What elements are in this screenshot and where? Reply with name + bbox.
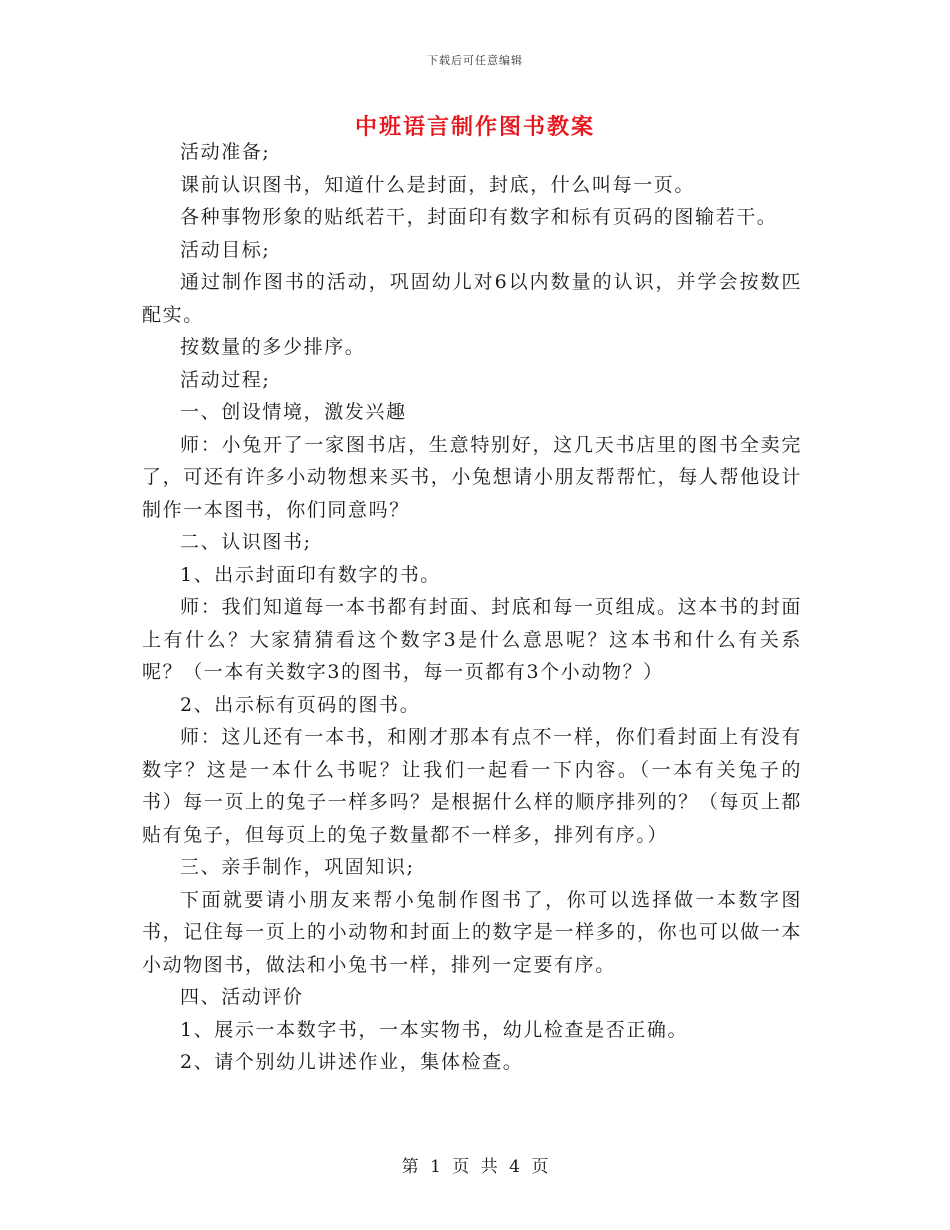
paragraph: 通过制作图书的活动，巩固幼儿对6以内数量的认识，并学会按数匹配实。: [142, 271, 802, 326]
section-heading: 四、活动评价: [180, 986, 304, 1008]
page-header: 下载后可任意编辑: [427, 54, 523, 67]
page-footer: 第 1 页 共 4 页: [401, 1157, 549, 1177]
paragraph: 课前认识图书，知道什么是封面，封底，什么叫每一页。: [180, 173, 696, 196]
paragraph: 师：我们知道每一本书都有封面、封底和每一页组成。这本书的封面上有什么？大家猜猜看这个数字3是什么意思呢？这本书和什么有关系呢？（一本有关数字3的图书，每一页都有3个小动物？）: [142, 596, 802, 683]
section-heading: 三、亲手制作，巩固知识;: [180, 856, 415, 878]
document-title: 中班语言制作图书教案: [354, 114, 595, 140]
paragraph: 按数量的多少排序。: [180, 336, 366, 358]
paragraph: 师：小兔开了一家图书店，生意特别好，这几天书店里的图书全卖完了，可还有许多小动物想来买书，小兔想请小朋友帮帮忙，每人帮他设计制作一本图书，你们同意吗？: [142, 433, 802, 521]
paragraph: 2、出示标有页码的图书。: [180, 693, 421, 716]
paragraph: 师：这儿还有一本书，和刚才那本有点不一样，你们看封面上有没有数字？这是一本什么书呢？让我们一起看一下内容。（一本有关兔子的书）每一页上的兔子一样多吗？是根据什么样的顺序排列的？（每页上都贴有兔子，但每页上的兔子数量都不一样多，排列有序。）: [142, 726, 802, 846]
paragraph: 活动过程;: [180, 368, 271, 391]
paragraph: 2、请个别幼儿讲述作业，集体检查。: [180, 1051, 524, 1073]
document-body: [142, 136, 802, 1079]
section-heading: 二、认识图书;: [180, 531, 312, 553]
paragraph: 下面就要请小朋友来帮小兔制作图书了，你可以选择做一本数字图书，记住每一页上的小动物和封面上的数字是一样多的，你也可以做一本小动物图书，做法和小兔书一样，排列一定要有序。: [142, 888, 802, 976]
paragraph: 活动准备;: [180, 141, 271, 163]
paragraph: 1、展示一本数字书，一本实物书，幼儿检查是否正确。: [180, 1018, 689, 1041]
section-heading: 一、创设情境，激发兴趣: [180, 401, 407, 423]
paragraph: 1、出示封面印有数字的书。: [180, 563, 441, 586]
paragraph: 活动目标;: [180, 238, 271, 261]
paragraph: 各种事物形象的贴纸若干，封面印有数字和标有页码的图输若干。: [180, 206, 778, 228]
